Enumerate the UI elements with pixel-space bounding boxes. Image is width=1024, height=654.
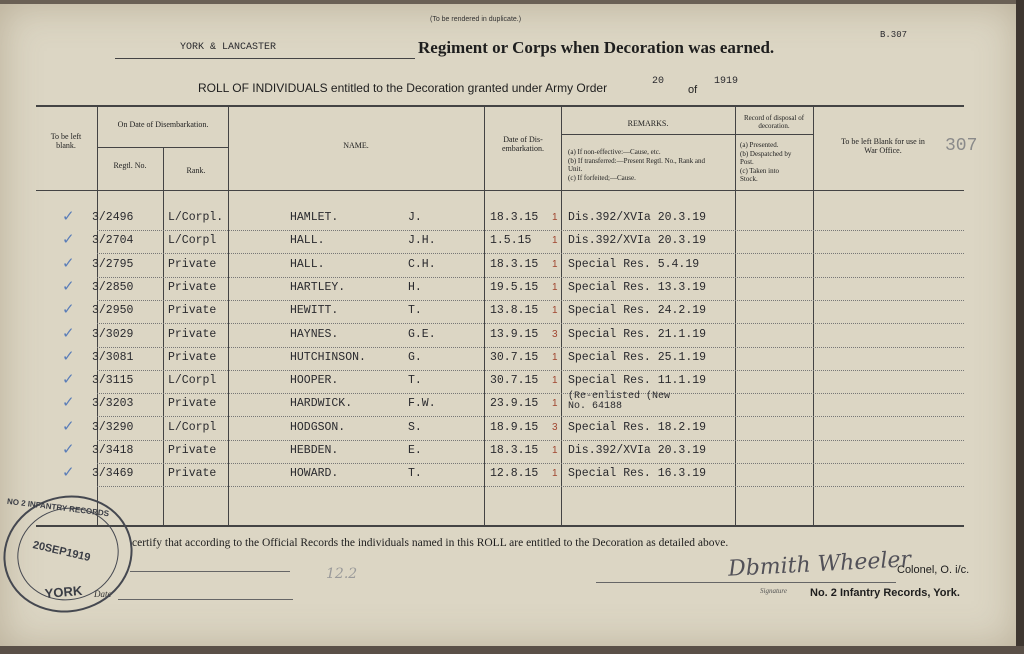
remarks-divider: [561, 134, 736, 135]
date-disembarked: 13.8.15: [490, 304, 539, 317]
table-row: [0, 300, 1000, 324]
disposal-c: (c) Taken into Stock.: [740, 167, 780, 183]
rank: Private: [168, 444, 217, 457]
regiment-heading: Regiment or Corps when Decoration was earned.: [418, 38, 775, 57]
date-disembarked: 30.7.15: [490, 351, 539, 364]
disposal-a: (a) Presented.: [740, 141, 779, 149]
surname: HUTCHINSON.: [290, 351, 366, 364]
row-rule: [97, 416, 964, 417]
form-number: B.307: [880, 30, 908, 40]
footer-line-1: [130, 571, 290, 572]
pencil-mark: 1: [552, 352, 558, 363]
initials: S.: [408, 421, 422, 434]
date-line: [118, 599, 293, 600]
pencil-note: 12.2: [326, 566, 358, 582]
initials: F.W.: [408, 397, 436, 410]
date-disembarked: 12.8.15: [490, 467, 539, 480]
row-rule: [97, 323, 964, 324]
date-disembarked: 18.3.15: [490, 444, 539, 457]
pencil-mark: 3: [552, 422, 558, 433]
rank: Private: [168, 328, 217, 341]
date-disembarked: 23.9.15: [490, 397, 539, 410]
stamp-bottom-text: YORK: [44, 582, 83, 602]
tick-mark: ✓: [62, 254, 75, 272]
row-rule: [97, 486, 964, 487]
rank: Private: [168, 397, 217, 410]
initials: T.: [408, 374, 422, 387]
rank: Private: [168, 304, 217, 317]
corner-number: 307: [945, 136, 978, 156]
table-row: [0, 347, 1000, 371]
tick-mark: ✓: [62, 207, 75, 225]
header-name: NAME.: [343, 141, 369, 150]
remarks: (Re-enlisted (New No. 64188: [568, 391, 671, 412]
surname: HARDWICK.: [290, 397, 353, 410]
initials: J.H.: [408, 234, 436, 247]
pencil-mark: 1: [552, 398, 558, 409]
date-disembarked: 19.5.15: [490, 281, 539, 294]
table-row: [0, 391, 1000, 417]
regtl-no: 3/3469: [92, 467, 134, 480]
remarks: Dis.392/XVIa 20.3.19: [568, 444, 707, 457]
certify-statement: certify that according to the Official Records the individuals named in this ROLL are entitled to the Decoration as detailed above.: [132, 537, 729, 549]
order-year: 1919: [714, 76, 739, 87]
row-rule: [97, 370, 964, 371]
table-bottom-border: [36, 525, 964, 527]
rank: Private: [168, 351, 217, 364]
remarks: Dis.392/XVIa 20.3.19: [568, 234, 707, 247]
stamp-date: 20SEP1919: [31, 539, 92, 565]
regtl-no: 3/3081: [92, 351, 134, 364]
regtl-no: 3/3203: [92, 397, 134, 410]
table-row: [0, 277, 1000, 301]
rank: L/Corpl: [168, 421, 217, 434]
roll-heading: ROLL OF INDIVIDUALS entitled to the Decoration granted under Army Order: [198, 81, 608, 95]
regtl-no: 3/2850: [92, 281, 134, 294]
remarks-b: (b) If transferred:—Present Regtl. No., Rank and Unit.: [568, 157, 706, 173]
regiment-underline: [115, 58, 415, 59]
table-row: [0, 370, 1000, 394]
order-number: 20: [652, 76, 665, 87]
pencil-mark: 1: [552, 305, 558, 316]
signature-line: [596, 582, 896, 583]
table-row: [0, 254, 1000, 278]
stamp-top-text: NO 2 INFANTRY RECORDS: [6, 496, 110, 519]
header-rank: Rank.: [186, 166, 206, 175]
regtl-no: 3/2704: [92, 234, 134, 247]
remarks: Special Res. 24.2.19: [568, 304, 707, 317]
date-disembarked: 18.9.15: [490, 421, 539, 434]
remarks: Special Res. 11.1.19: [568, 374, 707, 387]
surname: HOOPER.: [290, 374, 339, 387]
initials: T.: [408, 304, 422, 317]
pencil-mark: 1: [552, 235, 558, 246]
tick-mark: ✓: [62, 440, 75, 458]
row-rule: [97, 277, 964, 278]
pencil-mark: 1: [552, 445, 558, 456]
table-row: [0, 440, 1000, 464]
disposal-divider: [735, 134, 813, 135]
rank: L/Corpl: [168, 374, 217, 387]
frame-right-edge: [1016, 0, 1024, 654]
remarks-c: (c) If forfeited;—Cause.: [568, 174, 636, 182]
remarks: Special Res. 25.1.19: [568, 351, 707, 364]
header-disembarkation-group: On Date of Disembarkation.: [117, 120, 209, 129]
table-row: [0, 417, 1000, 441]
initials: G.E.: [408, 328, 436, 341]
header-remarks: REMARKS.: [627, 119, 669, 128]
initials: T.: [408, 467, 422, 480]
surname: HALL.: [290, 258, 325, 271]
row-rule: [97, 440, 964, 441]
remarks: Special Res. 5.4.19: [568, 258, 700, 271]
initials: C.H.: [408, 258, 436, 271]
rank: Private: [168, 467, 217, 480]
regiment-value: YORK & LANCASTER: [180, 42, 277, 53]
date-label: Date: [94, 589, 112, 599]
surname: HEWITT.: [290, 304, 339, 317]
pencil-mark: 1: [552, 259, 558, 270]
tick-mark: ✓: [62, 370, 75, 388]
date-disembarked: 18.3.15: [490, 258, 539, 271]
records-stamp: [0, 481, 146, 627]
signature-label: Signature: [760, 587, 787, 595]
initials: G.: [408, 351, 422, 364]
header-left-blank: To be left blank.: [50, 132, 82, 150]
header-disposal: Record of disposal of decoration.: [743, 114, 805, 130]
remarks: Special Res. 16.3.19: [568, 467, 707, 480]
table-row: [0, 324, 1000, 348]
rank: L/Corpl.: [168, 211, 224, 224]
tick-mark: ✓: [62, 324, 75, 342]
rank: Private: [168, 281, 217, 294]
tick-mark: ✓: [62, 300, 75, 318]
tick-mark: ✓: [62, 463, 75, 481]
row-rule: [97, 347, 964, 348]
tick-mark: ✓: [62, 347, 75, 365]
pencil-mark: 1: [552, 282, 558, 293]
regtl-no: 3/3418: [92, 444, 134, 457]
table-top-border: [36, 105, 964, 107]
pencil-mark: 1: [552, 468, 558, 479]
remarks: Dis.392/XVIa 20.3.19: [568, 211, 707, 224]
duplicate-note: (To be rendered in duplicate.): [430, 16, 522, 23]
tick-mark: ✓: [62, 230, 75, 248]
date-disembarked: 30.7.15: [490, 374, 539, 387]
header-regtl-no: Regtl. No.: [113, 161, 147, 170]
surname: HARTLEY.: [290, 281, 346, 294]
header-bottom-border: [36, 190, 964, 191]
regtl-no: 3/3029: [92, 328, 134, 341]
row-rule: [97, 253, 964, 254]
tick-mark: ✓: [62, 393, 75, 411]
tick-mark: ✓: [62, 277, 75, 295]
initials: H.: [408, 281, 422, 294]
remarks: Special Res. 18.2.19: [568, 421, 707, 434]
regtl-no: 3/3290: [92, 421, 134, 434]
frame-bottom-edge: [0, 646, 1024, 654]
table-row: [0, 207, 1000, 231]
surname: HODGSON.: [290, 421, 346, 434]
header-war-office: To be left Blank for use in War Office.: [841, 137, 925, 155]
surname: HAMLET.: [290, 211, 339, 224]
date-disembarked: 18.3.15: [490, 211, 539, 224]
signature: Dbmith Wheeler: [727, 547, 912, 582]
pencil-mark: 3: [552, 329, 558, 340]
row-rule: [97, 230, 964, 231]
date-disembarked: 1.5.15: [490, 234, 532, 247]
header-date: Date of Dis-embarkation.: [502, 135, 544, 153]
surname: HOWARD.: [290, 467, 339, 480]
row-rule: [97, 463, 964, 464]
regtl-no: 3/2496: [92, 211, 134, 224]
tick-mark: ✓: [62, 417, 75, 435]
row-rule: [97, 300, 964, 301]
colonel-title: Colonel, O. i/c.: [897, 564, 970, 576]
pencil-mark: 1: [552, 375, 558, 386]
remarks-a: (a) If non-effective:—Cause, etc.: [568, 148, 661, 156]
remarks: Special Res. 13.3.19: [568, 281, 707, 294]
order-of: of: [688, 84, 698, 96]
initials: J.: [408, 211, 422, 224]
initials: E.: [408, 444, 422, 457]
surname: HALL.: [290, 234, 325, 247]
roll-document: [0, 4, 1018, 648]
surname: HAYNES.: [290, 328, 339, 341]
row-rule: [97, 393, 964, 394]
disposal-b: (b) Despatched by Post.: [740, 150, 792, 166]
pencil-mark: 1: [552, 212, 558, 223]
rank: Private: [168, 258, 217, 271]
regtl-no: 3/3115: [92, 374, 134, 387]
date-disembarked: 13.9.15: [490, 328, 539, 341]
regtl-no: 3/2795: [92, 258, 134, 271]
table-row: [0, 230, 1000, 254]
remarks: Special Res. 21.1.19: [568, 328, 707, 341]
records-office: No. 2 Infantry Records, York.: [810, 587, 960, 599]
table-row: [0, 463, 1000, 487]
surname: HEBDEN.: [290, 444, 339, 457]
regtl-no: 3/2950: [92, 304, 134, 317]
rank: L/Corpl: [168, 234, 217, 247]
